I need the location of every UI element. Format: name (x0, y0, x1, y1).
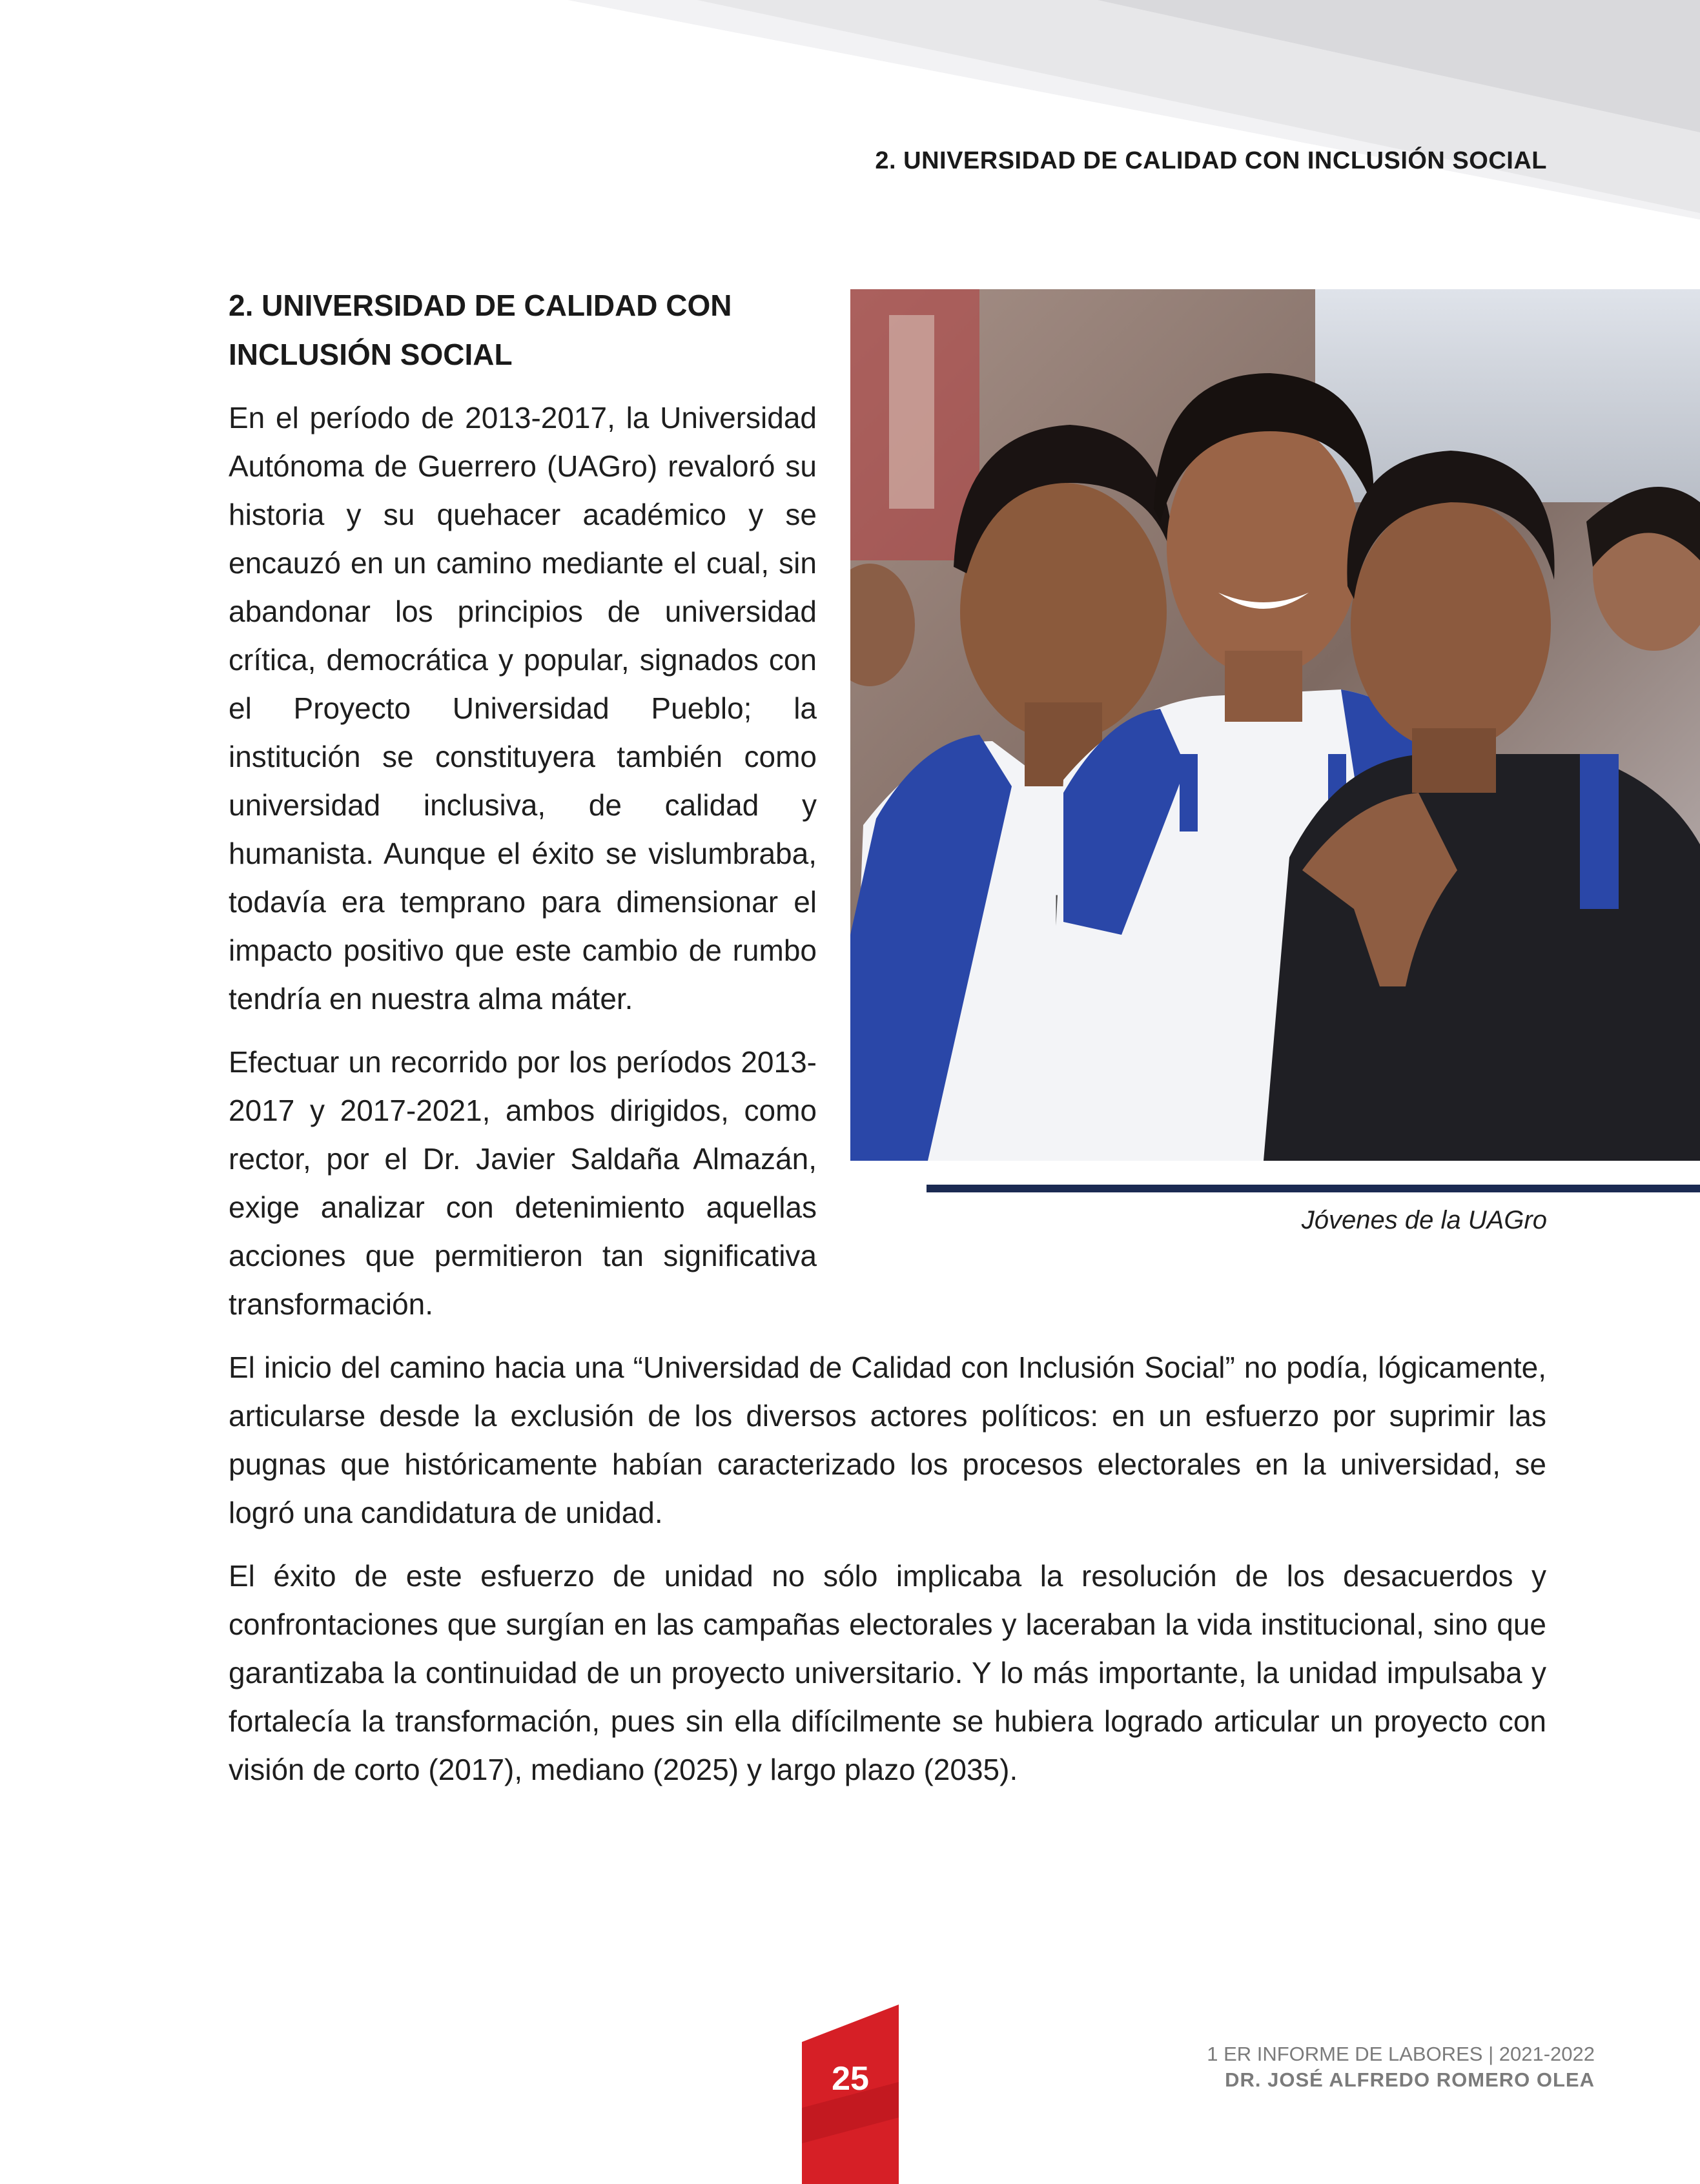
photo-caption: Jóvenes de la UAGro (1301, 1206, 1547, 1234)
footer-period: 2021-2022 (1499, 2043, 1595, 2065)
paragraph: El inicio del camino hacia una “Universidad de Calidad con Inclusión Social” no podía, lógicamente, articularse desde la exclusión de los diversos actores políticos: en un esfuerzo por suprimir las pugnas que históricamente habían caracterizado los procesos electorales en la universidad, se logró una candidatura de unidad. (229, 1351, 1546, 1529)
footer-report-line (1207, 2041, 1595, 2067)
paragraph: El éxito de este esfuerzo de unidad no sólo implicaba la resolución de los desacuerdos y confrontaciones que surgían en las campañas electorales y laceraban la vida institucional, sino que garantizaba la continuidad de un proyecto universitario. Y lo más importante, la unidad impulsaba y fortalecía la transformación, pues sin ella difícilmente se hubiera logrado articular un proyecto con visión de corto (2017), mediano (2025) y largo plazo (2035). (229, 1559, 1546, 1786)
footer-separator: | (1488, 2043, 1494, 2065)
section-title-line-1: 2. UNIVERSIDAD DE CALIDAD CON (229, 289, 732, 322)
caption-rule (927, 1185, 1700, 1192)
section-title-line-2: INCLUSIÓN SOCIAL (229, 338, 513, 371)
page-number: 25 (832, 2060, 869, 2097)
paragraph: En el período de 2013-2017, la Universidad Autónoma de Guerrero (UAGro) revaloró su historia y su quehacer académico y se encauzó en un camino mediante el cual, sin abandonar los principios de universidad crítica, democrática y popular, signados con el Proyecto Universidad Pueblo; la institución se constituyera también como universidad inclusiva, de calidad y humanista. Aunque el éxito se vislumbraba, todavía era temprano para dimensionar el impacto positivo que este cambio de rumbo tendría en nuestra alma máter. (229, 401, 817, 1015)
footer-report-prefix: 1 ER INFORME DE LABORES (1207, 2043, 1483, 2065)
students-photo-illustration (850, 289, 1700, 1161)
footer-author: DR. JOSÉ ALFREDO ROMERO OLEA (1225, 2068, 1595, 2091)
running-header-title: 2. UNIVERSIDAD DE CALIDAD CON INCLUSIÓN SOCIAL (875, 147, 1547, 174)
section-title (229, 281, 810, 379)
students-photo (850, 289, 1700, 1161)
decorative-corner-band (0, 0, 1700, 232)
paragraph: Efectuar un recorrido por los períodos 2013-2017 y 2017-2021, ambos dirigidos, como rector, por el Dr. Javier Saldaña Almazán, exige analizar con detenimiento aquellas acciones que permitieron tan significativa transformación. (229, 1045, 817, 1321)
footer-report-info (1207, 2041, 1595, 2093)
